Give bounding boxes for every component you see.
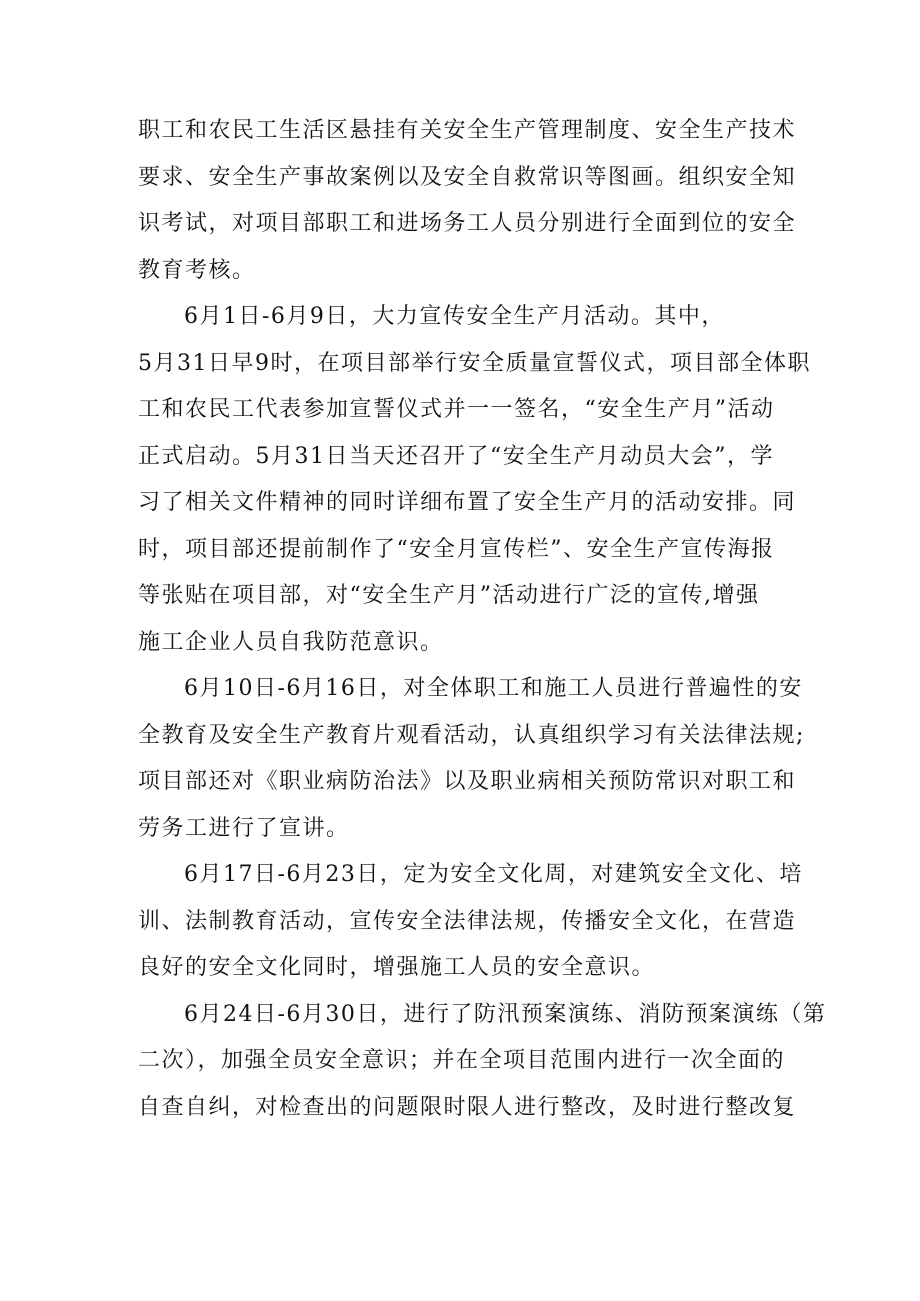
paragraph-june-24-30: [138, 992, 827, 1132]
text-line: 训、法制教育活动，宣传安全法律法规，传播安全文化，在营造: [138, 908, 797, 934]
text-line: 良好的安全文化同时，增强施工人员的安全意识。: [138, 955, 656, 980]
paragraph-june-10-16: [138, 666, 805, 852]
text-line: 施工企业人员自我防范意识。: [138, 629, 444, 655]
text-line: 要求、安全生产事故案例以及安全自救常识等图画。组织安全知: [138, 164, 797, 190]
text-line: 全教育及安全生产教育片观看活动，认真组织学习有关法律法规;: [138, 722, 805, 748]
text-line: 识考试，对项目部职工和进场务工人员分别进行全面到位的安全: [138, 211, 797, 236]
text-line: 职工和农民工生活区悬挂有关安全生产管理制度、安全生产技术: [138, 118, 797, 143]
paragraph-safety-education: [138, 108, 797, 294]
text-line: 6月1日-6月9日，大力宣传安全生产月活动。其中，: [184, 304, 725, 329]
text-line: 时，项目部还提前制作了“安全月宣传栏”、安全生产宣传海报: [138, 536, 775, 562]
text-line: 6月17日-6月23日，定为安全文化周，对建筑安全文化、培: [184, 862, 803, 887]
text-line: 等张贴在项目部，对“安全生产月”活动进行广泛的宣传,增强: [138, 583, 760, 608]
text-line: 工和农民工代表参加宣誓仪式并一一签名，“安全生产月”活动: [138, 397, 775, 422]
text-line: 教育考核。: [138, 257, 256, 283]
text-line: 5月31日早9时，在项目部举行安全质量宣誓仪式，项目部全体职: [138, 350, 811, 376]
text-line: 正式启动。5月31日当天还召开了“安全生产月动员大会”，学: [138, 443, 774, 469]
text-line: 劳务工进行了宣讲。: [138, 815, 350, 841]
text-line: 自查自纠，对检查出的问题限时限人进行整改，及时进行整改复: [138, 1094, 797, 1120]
paragraph-june-1-9: [138, 294, 811, 666]
text-line: 二次），加强全员安全意识；并在全项目范围内进行一次全面的: [138, 1048, 786, 1073]
paragraph-june-17-23: [138, 852, 803, 992]
text-line: 6月10日-6月16日，对全体职工和施工人员进行普遍性的安: [184, 676, 803, 701]
text-line: 项目部还对《职业病防治法》以及职业病相关预防常识对职工和: [138, 769, 797, 794]
text-line: 习了相关文件精神的同时详细布置了安全生产月的活动安排。同: [138, 490, 797, 515]
document-body: [138, 108, 827, 1131]
text-line: 6月24日-6月30日，进行了防汛预案演练、消防预案演练（第: [184, 1001, 827, 1027]
